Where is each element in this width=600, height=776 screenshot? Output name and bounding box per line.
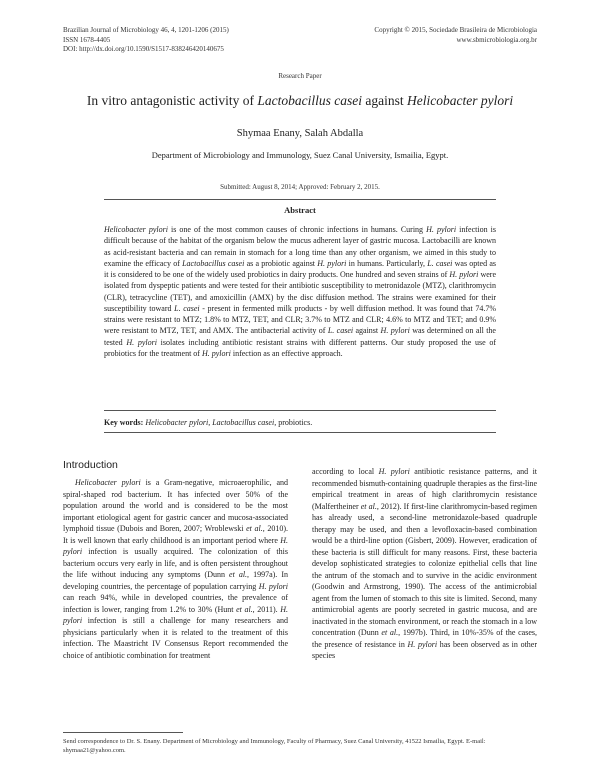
copyright-notice: Copyright © 2015, Sociedade Brasileira de Microbiologia [374, 26, 537, 34]
abstract-bottom-rule [104, 432, 496, 433]
abstract-middle-rule [104, 410, 496, 411]
intro-left-column: Helicobacter pylori is a Gram-negative, microaerophilic, and spiral-shaped rod bacterium. It has infected over 50% of the population around the world and is considered to be the most important etiological agent for gastric cancer and mucosa-associated lymphoid tissue (Dubois and Boren, 2007; Wroblewski et al., 2010). It is well known that early childhood is an important period where H. pylori infection is usually acquired. The colonization of this bacterium occurs very early in life, and is often persistent throughout the life without inducing any symptoms (Dunn et al., 1997a). In developing countries, the percentage of population carrying H. pylori can reach 94%, while in developed countries, the prevalence of infection is lower, ranging from 1.2% to 30% (Hunt et al., 2011). H. pylori infection is still a challenge for many researchers and physicians particularly when it is related to the treatment of this infection. The Maastricht IV Consensus Report recommended the choice of antibiotic combination for treatment [63, 478, 288, 660]
abstract-heading: Abstract [284, 205, 316, 215]
introduction-heading: Introduction [63, 459, 118, 471]
journal-header [63, 26, 323, 55]
footnote-rule [63, 732, 183, 733]
journal-citation: Brazilian Journal of Microbiology 46, 4, 1201-1206 (2015) [63, 26, 229, 34]
issn: ISSN 1678-4405 [63, 35, 111, 44]
paper-title: In vitro antagonistic activity of Lactobacillus casei against Helicobacter pylori [86, 93, 514, 108]
submission-dates: Submitted: August 8, 2014; Approved: February 2, 2015. [220, 183, 380, 191]
author-list: Shymaa Enany, Salah Abdalla [236, 128, 364, 139]
intro-right-column: according to local H. pylori antibiotic resistance patterns, and it recommended bismuth-containing quadruple therapies as the first-line empirical treatment in areas of high clarithromycin resistance (Malfertheiner et al., 2012). If first-line clarithromycin-based regimen has already used, a second-line metronidazole-based quadruple therapy may be used, and then a levofloxacin-based combination would be a third-line option (Gisbert, 2009). However, eradication of these bacteria is still difficult for many reasons. First, these bacteria develop sophisticated strategies to colonize epithelial cells that line the antrum of the stomach and to survive in the acidic environment (Goodwin and Armstrong, 1990). The access of the antimicrobial agent from the lumen of stomach to this site is limited. Second, many antimicrobial agents are poorly secreted in gastric mucosa, and are inactivated in the stomach environment, or reach the stomach in a low concentration (Dunn et al., 1997b). Third, in 10%-35% of the cases, the presence of resistance in H. pylori has been observed as in other species [312, 467, 538, 660]
affiliation: Department of Microbiology and Immunology, Suez Canal University, Ismailia, Egypt. [151, 150, 449, 160]
society-website-link[interactable]: www.sbmicrobiologia.org.br [456, 35, 537, 44]
copyright-header [307, 26, 537, 45]
doi-link[interactable]: DOI: http://dx.doi.org/10.1590/S1517-838246420140675 [63, 45, 224, 53]
paper-type: Research Paper [278, 72, 322, 80]
correspondence-footnote: Send correspondence to Dr. S. Enany. Department of Microbiology and Immunology, Faculty of Pharmacy, Suez Canal University, 41522 Ismailia, Egypt. E-mail: shymaa21@yahoo.com. [63, 738, 486, 754]
abstract-top-rule [104, 199, 496, 200]
abstract-body: Helicobacter pylori is one of the most common causes of chronic infections in humans. Curing H. pylori infection is difficult because of the habitat of the organism below the mucus adherent layer of gastric mucosa. Lactobacilli are known as acid-resistant bacteria and can remain in stomach for a long time than any other organism, we aimed in this study to examine the efficacy of Lactobacillus casei as a probiotic against H. pylori in humans. Particularly, L. casei was opted as it is considered to be one of the widely used probiotics in dairy products. One hundred and seven strains of H. pylori were isolated from dyspeptic patients and were tested for their antibiotic susceptibility to metronidazole (MTZ), clarithromycin (CLR), tetracycline (TET), and amoxicillin (AMX) by the disc diffusion method. The strains were examined for their susceptibility toward L. casei - present in fermented milk products - by well diffusion method. It was found that 74.7% strains were resistant to MTZ; 1.8% to MTZ, TET, and CLR; 3.7% to MTZ and CLR; 4.6% to MTZ and TET; and 0.9% were resistant to MTZ, TET, and AMX. The antibacterial activity of L. casei against H. pylori was determined on all the tested H. pylori isolates including antibiotic resistant strains with different patterns. Our study proposed the use of probiotics for the treatment of H. pylori infection as an effective approach. [104, 225, 497, 358]
keywords: Key words: Helicobacter pylori, Lactobacillus casei, probiotics. [104, 418, 313, 427]
